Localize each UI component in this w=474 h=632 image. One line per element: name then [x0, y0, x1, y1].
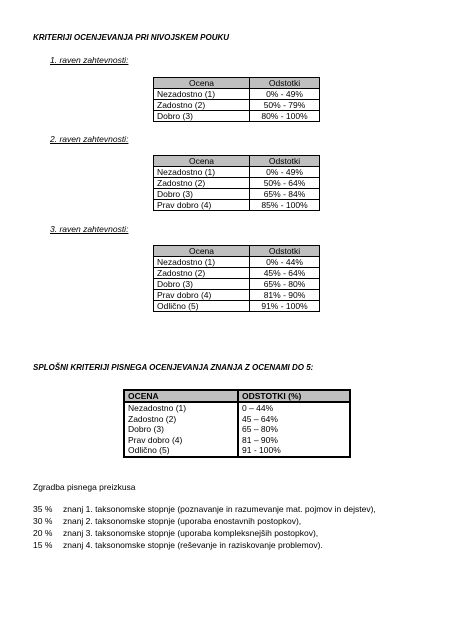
column-header-percent: Odstotki: [250, 246, 320, 257]
grade-cell: Nezadostno (1): [154, 89, 250, 100]
grade-cell: Zadostno (2): [124, 414, 238, 425]
percent-cell: 0% - 49%: [250, 167, 320, 178]
percent-cell: 85% - 100%: [250, 200, 320, 211]
table-row: [154, 89, 320, 100]
table-row: [124, 445, 350, 457]
column-header-percent: ODSTOTKI (%): [238, 390, 350, 402]
percent-cell: 80% - 100%: [250, 111, 320, 122]
table-row: [154, 111, 320, 122]
percent-cell: 65% - 80%: [250, 279, 320, 290]
grade-cell: Prav dobro (4): [124, 435, 238, 446]
general-criteria-title: SPLOŠNI KRITERIJI PISNEGA OCENJEVANJA ZNANJA Z OCENAMI DO 5:: [33, 363, 314, 372]
table-row: [154, 189, 320, 200]
grade-cell: Zadostno (2): [154, 268, 250, 279]
table-row: [154, 301, 320, 312]
table-row: [154, 279, 320, 290]
table-row: [124, 414, 350, 425]
table-header-row: [154, 78, 320, 89]
percent-cell: 65 – 80%: [242, 424, 278, 434]
grade-cell: Nezadostno (1): [154, 167, 250, 178]
grade-cell: Nezadostno (1): [154, 257, 250, 268]
structure-item-text: znanj 2. taksonomske stopnje (uporaba enostavnih postopkov),: [63, 516, 302, 526]
structure-item: [33, 528, 453, 539]
percent-cell: 0% - 49%: [250, 89, 320, 100]
structure-item-percent: 20 %: [33, 528, 53, 538]
table-row: [124, 435, 350, 446]
structure-item-percent: 35 %: [33, 504, 53, 514]
structure-item: [33, 504, 453, 515]
column-header-grade: Ocena: [154, 78, 250, 89]
column-header-percent: Odstotki: [250, 78, 320, 89]
table-row: [154, 200, 320, 211]
percent-cell: 45 – 64%: [242, 413, 278, 424]
percent-cell: 50% - 79%: [250, 100, 320, 111]
table-row: [124, 402, 350, 414]
grade-cell: Dobro (3): [124, 424, 238, 435]
structure-item: [33, 540, 453, 551]
grade-cell: Odlično (5): [154, 301, 250, 312]
grade-cell: Zadostno (2): [154, 100, 250, 111]
percent-cell: 0 – 44%: [242, 403, 274, 413]
structure-item: [33, 516, 453, 527]
structure-item-percent: 15 %: [33, 540, 53, 550]
level-1-heading: 1. raven zahtevnosti:: [50, 55, 129, 65]
percent-cell: 81% - 90%: [250, 290, 320, 301]
grade-cell: Nezadostno (1): [124, 402, 238, 414]
table-row: [154, 257, 320, 268]
level-3-table: [153, 245, 320, 312]
table-row: [124, 424, 350, 435]
structure-item-text: znanj 3. taksonomske stopnje (uporaba kompleksnejših postopkov),: [63, 528, 319, 538]
structure-item-percent: 30 %: [33, 516, 53, 526]
table-row: [154, 100, 320, 111]
grade-cell: Odlično (5): [124, 445, 238, 457]
document-title: KRITERIJI OCENJEVANJA PRI NIVOJSKEM POUKU: [33, 33, 230, 42]
grade-cell: Zadostno (2): [154, 178, 250, 189]
level-1-table: [153, 77, 320, 122]
table-header-row: [124, 390, 350, 402]
table-row: [154, 167, 320, 178]
structure-item-text: znanj 1. taksonomske stopnje (poznavanje in razumevanje mat. pojmov in dejstev),: [63, 504, 376, 514]
percent-cell: 65% - 84%: [250, 189, 320, 200]
percent-cell: 0% - 44%: [250, 257, 320, 268]
grade-cell: Dobro (3): [154, 279, 250, 290]
level-2-heading: 2. raven zahtevnosti:: [50, 134, 129, 144]
table-row: [154, 290, 320, 301]
column-header-grade: Ocena: [154, 156, 250, 167]
table-header-row: [154, 156, 320, 167]
grade-cell: Dobro (3): [154, 111, 250, 122]
level-3-heading: 3. raven zahtevnosti:: [50, 224, 129, 234]
general-criteria-table: [123, 389, 351, 458]
grade-cell: Prav dobro (4): [154, 290, 250, 301]
table-row: [154, 268, 320, 279]
column-header-grade: OCENA: [124, 390, 238, 402]
table-row: [154, 178, 320, 189]
percent-cell: 91% - 100%: [250, 301, 320, 312]
level-2-table: [153, 155, 320, 211]
percent-cell: 81 – 90%: [242, 434, 278, 445]
grade-cell: Dobro (3): [154, 189, 250, 200]
structure-item-text: znanj 4. taksonomske stopnje (reševanje in raziskovanje problemov).: [63, 540, 323, 550]
percent-cell: 45% - 64%: [250, 268, 320, 279]
column-header-grade: Ocena: [154, 246, 250, 257]
grade-cell: Prav dobro (4): [154, 200, 250, 211]
column-header-percent: Odstotki: [250, 156, 320, 167]
percent-cell: 50% - 64%: [250, 178, 320, 189]
structure-title: Zgradba pisnega preizkusa: [33, 482, 136, 492]
table-header-row: [154, 246, 320, 257]
percent-cell: 91 - 100%: [242, 445, 281, 455]
